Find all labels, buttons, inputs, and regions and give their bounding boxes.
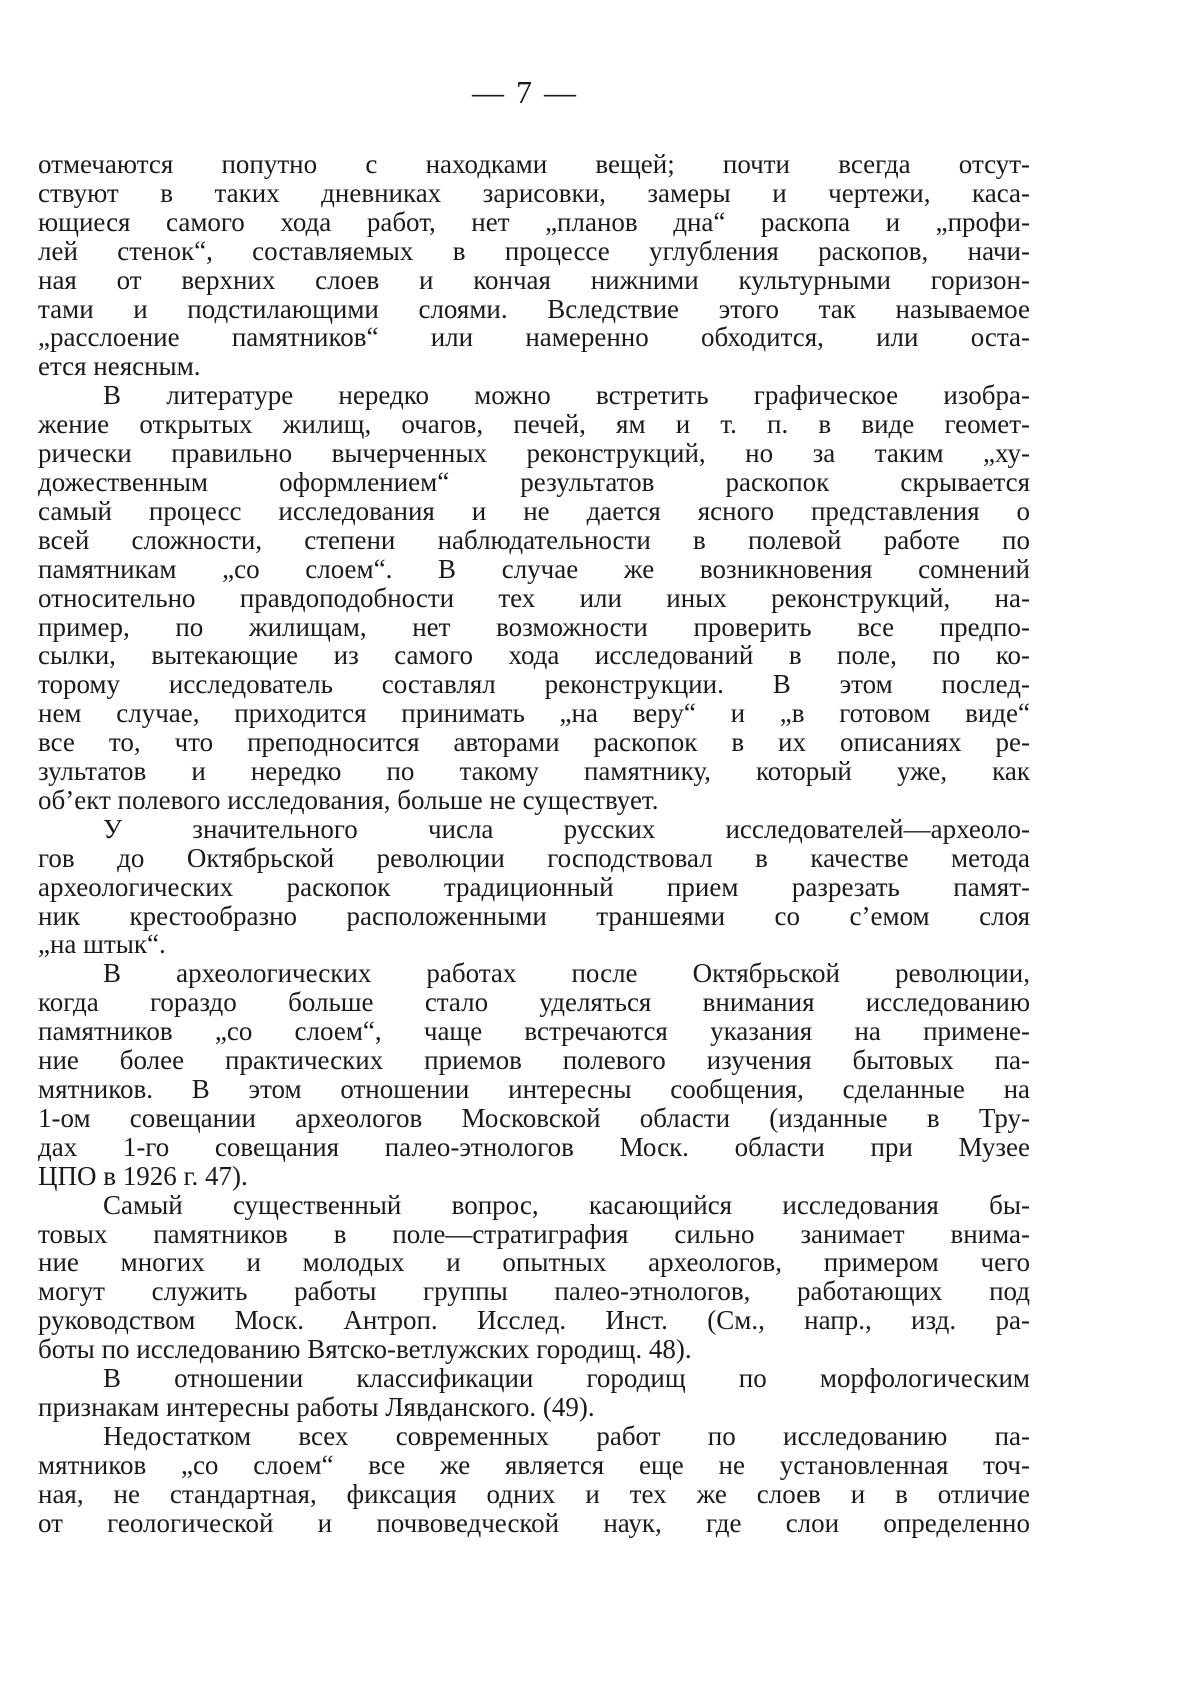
text-line: дожественным оформлением“ результатов раскопок скрывается xyxy=(38,466,1030,497)
text-line: ствуют в таких дневниках зарисовки, замеры и чертежи, каса- xyxy=(38,177,1030,208)
page-number: — 7 — xyxy=(472,74,578,110)
text-line: отмечаются попутно с находками вещей; почти всегда отсут- xyxy=(38,149,1030,179)
text-line: У значительного числа русских исследователей—археоло- xyxy=(103,813,1030,844)
paragraph xyxy=(38,1422,1030,1538)
text-line: рически правильно вычерченных реконструкций, но за таким „ху- xyxy=(38,438,1030,469)
text-line: В литературе нередко можно встретить графическое изобра- xyxy=(103,380,1030,411)
text-line: ник крестообразно расположенными траншеями со с’емом слоя xyxy=(38,900,1030,931)
text-line: В отношении классификации городищ по морфологическим xyxy=(103,1363,1030,1394)
text-line: относительно правдоподобности тех или иных реконструкций, на- xyxy=(38,582,1030,613)
text-line: могут служить работы группы палео-этнологов, работающих под xyxy=(38,1276,1030,1307)
text-line: лей стенок“, составляемых в процессе углубления раскопов, начи- xyxy=(38,235,1030,266)
text-line: ЦПО в 1926 г. 47). xyxy=(38,1160,248,1191)
text-line: Недостатком всех современных работ по исследованию па- xyxy=(103,1420,1030,1451)
text-line: от геологической и почвоведческой наук, где слои определенно xyxy=(38,1507,1030,1538)
paragraph xyxy=(38,815,1030,960)
text-line: памятникам „со слоем“. В случае же возникновения сомнений xyxy=(38,553,1030,584)
text-line: В археологических работах после Октябрьской революции, xyxy=(103,958,1030,989)
text-line: ная от верхних слоев и кончая нижними культурными горизон- xyxy=(38,264,1030,295)
paragraph xyxy=(38,1191,1030,1364)
text-line: признакам интересны работы Лявданского. (49). xyxy=(38,1391,595,1422)
text-line: ющиеся самого хода работ, нет „планов дна“ раскопа и „профи- xyxy=(38,206,1030,237)
text-line: сылки, вытекающие из самого хода исследований в поле, по ко- xyxy=(38,640,1030,671)
text-line: ная, не стандартная, фиксация одних и тех же слоев и в отличие xyxy=(38,1478,1030,1509)
text-line: ние более практических приемов полевого изучения бытовых па- xyxy=(38,1045,1030,1076)
body-text xyxy=(38,150,1030,1538)
text-line: 1-ом совещании археологов Московской области (изданные в Тру- xyxy=(38,1102,1030,1133)
text-line: нем случае, приходится принимать „на веру“ и „в готовом виде“ xyxy=(38,698,1030,729)
text-line: тами и подстилающими слоями. Вследствие этого так называемое xyxy=(38,293,1030,324)
text-line: товых памятников в поле—стратиграфия сильно занимает внима- xyxy=(38,1218,1030,1249)
text-line: „расслоение памятников“ или намеренно обходится, или оста- xyxy=(38,322,1030,353)
text-line: ние многих и молодых и опытных археологов, примером чего xyxy=(38,1247,1030,1278)
text-line: об’ект полевого исследования, больше не существует. xyxy=(38,784,659,815)
text-line: все то, что преподносится авторами раскопок в их описаниях ре- xyxy=(38,727,1030,758)
text-line: зультатов и нередко по такому памятнику, который уже, как xyxy=(38,756,1030,787)
text-line: „на штык“. xyxy=(38,929,166,960)
text-line: памятников „со слоем“, чаще встречаются указания на примене- xyxy=(38,1016,1030,1047)
text-line: мятников. В этом отношении интересны сообщения, сделанные на xyxy=(38,1074,1030,1104)
paragraph xyxy=(38,959,1030,1190)
text-line: дах 1-го совещания палео-этнологов Моск. области при Музее xyxy=(38,1131,1030,1162)
text-line: жение открытых жилищ, очагов, печей, ям и т. п. в виде геомет- xyxy=(38,409,1030,440)
paragraph xyxy=(38,381,1030,815)
text-line: когда гораздо больше стало уделяться внимания исследованию xyxy=(38,987,1030,1018)
text-line: всей сложности, степени наблюдательности в полевой работе по xyxy=(38,524,1030,555)
text-line: торому исследователь составлял реконструкции. В этом послед- xyxy=(38,669,1030,700)
text-line: руководством Моск. Антроп. Исслед. Инст. (См., напр., изд. ра- xyxy=(38,1305,1030,1336)
paragraph xyxy=(38,1364,1030,1422)
paragraph xyxy=(38,150,1030,381)
text-line: мятников „со слоем“ все же является еще не установленная точ- xyxy=(38,1449,1030,1480)
text-line: гов до Октябрьской революции господствовал в качестве метода xyxy=(38,842,1030,873)
text-line: боты по исследованию Вятско-ветлужских городищ. 48). xyxy=(38,1334,692,1365)
text-line: ется неясным. xyxy=(38,351,201,382)
text-line: пример, по жилищам, нет возможности проверить все предпо- xyxy=(38,611,1030,642)
text-line: Самый существенный вопрос, касающийся исследования бы- xyxy=(103,1189,1030,1220)
text-line: самый процесс исследования и не дается ясного представления о xyxy=(38,495,1030,526)
text-line: археологических раскопок традиционный прием разрезать памят- xyxy=(38,871,1030,902)
